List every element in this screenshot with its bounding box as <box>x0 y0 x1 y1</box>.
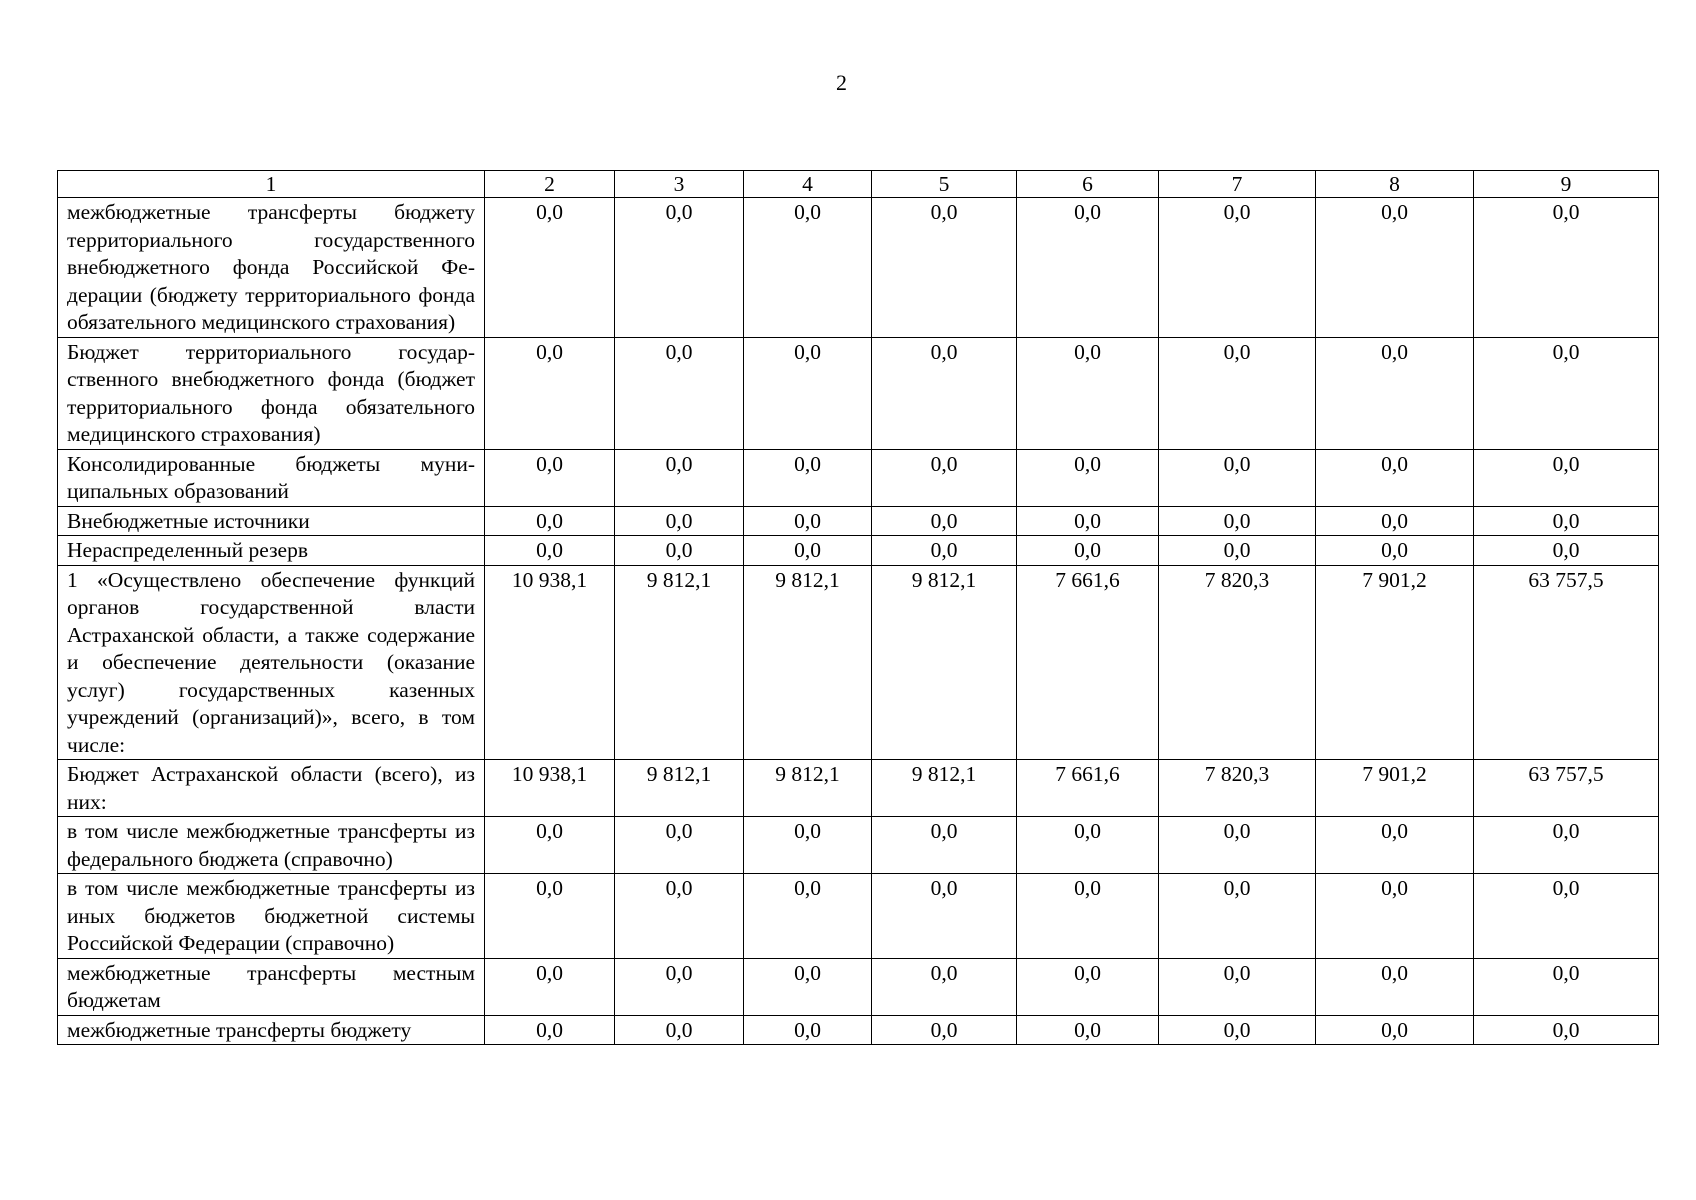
value-cell-col-7: 0,0 <box>1159 1015 1316 1045</box>
value-cell-col-3: 0,0 <box>615 506 744 536</box>
value-cell-col-5: 0,0 <box>872 449 1017 506</box>
value-cell-col-2: 0,0 <box>485 1015 615 1045</box>
value-cell-col-8: 0,0 <box>1316 958 1474 1015</box>
column-header-7: 7 <box>1159 171 1316 198</box>
column-header-2: 2 <box>485 171 615 198</box>
row-label: Консолидированные бюджеты муниципальных образований <box>58 449 485 506</box>
value-cell-col-4: 0,0 <box>744 198 872 338</box>
value-cell-col-5: 9 812,1 <box>872 565 1017 760</box>
value-cell-col-2: 0,0 <box>485 874 615 959</box>
value-cell-col-4: 0,0 <box>744 337 872 449</box>
column-header-3: 3 <box>615 171 744 198</box>
header-row <box>58 171 1659 198</box>
value-cell-col-6: 0,0 <box>1017 874 1159 959</box>
column-header-5: 5 <box>872 171 1017 198</box>
budget-table <box>57 170 1659 1045</box>
value-cell-col-5: 0,0 <box>872 1015 1017 1045</box>
row-label: Бюджет территориального государственного внебюджетного фонда (бюджет территориального фонда обязательного медицинского страхования) <box>58 337 485 449</box>
value-cell-col-8: 0,0 <box>1316 506 1474 536</box>
value-cell-col-5: 0,0 <box>872 817 1017 874</box>
value-cell-col-2: 10 938,1 <box>485 760 615 817</box>
page-number: 2 <box>836 70 847 95</box>
value-cell-col-4: 0,0 <box>744 958 872 1015</box>
row-label: в том числе межбюджетные трансферты из иных бюджетов бюджетной системы Российской Федерации (справочно) <box>58 874 485 959</box>
value-cell-col-6: 0,0 <box>1017 198 1159 338</box>
table-row <box>58 449 1659 506</box>
row-label: межбюджетные трансферты местным бюджетам <box>58 958 485 1015</box>
value-cell-col-9: 0,0 <box>1474 536 1659 566</box>
value-cell-col-2: 0,0 <box>485 449 615 506</box>
row-label: в том числе межбюджетные трансферты из федерального бюджета (справочно) <box>58 817 485 874</box>
table-row <box>58 506 1659 536</box>
table-row <box>58 874 1659 959</box>
column-header-8: 8 <box>1316 171 1474 198</box>
value-cell-col-8: 0,0 <box>1316 337 1474 449</box>
value-cell-col-6: 0,0 <box>1017 536 1159 566</box>
row-label: межбюджетные трансферты бюджету территориального государственного внебюджетного фонда Российской Федерации (бюджету территориального фонда обязательного медицинского страхования) <box>58 198 485 338</box>
value-cell-col-9: 0,0 <box>1474 506 1659 536</box>
value-cell-col-7: 0,0 <box>1159 536 1316 566</box>
value-cell-col-7: 7 820,3 <box>1159 760 1316 817</box>
value-cell-col-9: 0,0 <box>1474 817 1659 874</box>
value-cell-col-3: 0,0 <box>615 198 744 338</box>
value-cell-col-6: 0,0 <box>1017 817 1159 874</box>
value-cell-col-9: 0,0 <box>1474 449 1659 506</box>
table-row <box>58 1015 1659 1045</box>
value-cell-col-3: 0,0 <box>615 874 744 959</box>
table-header <box>58 171 1659 198</box>
value-cell-col-8: 7 901,2 <box>1316 760 1474 817</box>
row-label: межбюджетные трансферты бюджету <box>58 1015 485 1045</box>
row-label: Внебюджетные источники <box>58 506 485 536</box>
value-cell-col-5: 0,0 <box>872 958 1017 1015</box>
value-cell-col-2: 0,0 <box>485 536 615 566</box>
value-cell-col-8: 0,0 <box>1316 817 1474 874</box>
column-header-9: 9 <box>1474 171 1659 198</box>
value-cell-col-7: 0,0 <box>1159 337 1316 449</box>
value-cell-col-6: 0,0 <box>1017 506 1159 536</box>
table-body <box>58 198 1659 1045</box>
value-cell-col-3: 0,0 <box>615 958 744 1015</box>
value-cell-col-4: 0,0 <box>744 506 872 536</box>
value-cell-col-4: 0,0 <box>744 874 872 959</box>
column-header-4: 4 <box>744 171 872 198</box>
value-cell-col-8: 0,0 <box>1316 874 1474 959</box>
value-cell-col-7: 0,0 <box>1159 817 1316 874</box>
value-cell-col-8: 0,0 <box>1316 449 1474 506</box>
value-cell-col-4: 0,0 <box>744 817 872 874</box>
table-row <box>58 958 1659 1015</box>
table-row <box>58 817 1659 874</box>
value-cell-col-3: 9 812,1 <box>615 565 744 760</box>
value-cell-col-4: 0,0 <box>744 449 872 506</box>
value-cell-col-9: 0,0 <box>1474 958 1659 1015</box>
value-cell-col-2: 10 938,1 <box>485 565 615 760</box>
value-cell-col-6: 0,0 <box>1017 449 1159 506</box>
value-cell-col-7: 0,0 <box>1159 198 1316 338</box>
value-cell-col-2: 0,0 <box>485 337 615 449</box>
value-cell-col-9: 0,0 <box>1474 874 1659 959</box>
value-cell-col-7: 0,0 <box>1159 449 1316 506</box>
row-label: Нераспределенный резерв <box>58 536 485 566</box>
value-cell-col-2: 0,0 <box>485 198 615 338</box>
value-cell-col-9: 63 757,5 <box>1474 760 1659 817</box>
value-cell-col-5: 0,0 <box>872 337 1017 449</box>
value-cell-col-6: 7 661,6 <box>1017 565 1159 760</box>
value-cell-col-9: 0,0 <box>1474 337 1659 449</box>
value-cell-col-9: 0,0 <box>1474 1015 1659 1045</box>
table-row <box>58 337 1659 449</box>
row-label: 1 «Осуществлено обеспечение функций органов государственной власти Астраханской области, а также содержание и обеспечение деятельности (оказание услуг) государственных казенных учреждений (организаций)», всего, в том числе: <box>58 565 485 760</box>
value-cell-col-8: 0,0 <box>1316 198 1474 338</box>
table-row <box>58 565 1659 760</box>
column-header-6: 6 <box>1017 171 1159 198</box>
value-cell-col-2: 0,0 <box>485 817 615 874</box>
value-cell-col-3: 0,0 <box>615 337 744 449</box>
value-cell-col-3: 0,0 <box>615 1015 744 1045</box>
value-cell-col-2: 0,0 <box>485 506 615 536</box>
value-cell-col-6: 7 661,6 <box>1017 760 1159 817</box>
value-cell-col-2: 0,0 <box>485 958 615 1015</box>
value-cell-col-6: 0,0 <box>1017 337 1159 449</box>
value-cell-col-8: 0,0 <box>1316 536 1474 566</box>
value-cell-col-3: 9 812,1 <box>615 760 744 817</box>
value-cell-col-6: 0,0 <box>1017 958 1159 1015</box>
value-cell-col-4: 9 812,1 <box>744 565 872 760</box>
table-row <box>58 760 1659 817</box>
table-row <box>58 198 1659 338</box>
value-cell-col-5: 0,0 <box>872 536 1017 566</box>
value-cell-col-3: 0,0 <box>615 449 744 506</box>
value-cell-col-8: 7 901,2 <box>1316 565 1474 760</box>
value-cell-col-9: 63 757,5 <box>1474 565 1659 760</box>
value-cell-col-4: 9 812,1 <box>744 760 872 817</box>
table-row <box>58 536 1659 566</box>
value-cell-col-7: 0,0 <box>1159 958 1316 1015</box>
value-cell-col-9: 0,0 <box>1474 198 1659 338</box>
value-cell-col-4: 0,0 <box>744 536 872 566</box>
value-cell-col-4: 0,0 <box>744 1015 872 1045</box>
value-cell-col-8: 0,0 <box>1316 1015 1474 1045</box>
value-cell-col-6: 0,0 <box>1017 1015 1159 1045</box>
value-cell-col-3: 0,0 <box>615 536 744 566</box>
value-cell-col-5: 0,0 <box>872 874 1017 959</box>
row-label: Бюджет Астраханской области (всего), из них: <box>58 760 485 817</box>
value-cell-col-5: 0,0 <box>872 506 1017 536</box>
column-header-1: 1 <box>58 171 485 198</box>
value-cell-col-7: 7 820,3 <box>1159 565 1316 760</box>
value-cell-col-7: 0,0 <box>1159 506 1316 536</box>
value-cell-col-3: 0,0 <box>615 817 744 874</box>
value-cell-col-5: 9 812,1 <box>872 760 1017 817</box>
value-cell-col-5: 0,0 <box>872 198 1017 338</box>
value-cell-col-7: 0,0 <box>1159 874 1316 959</box>
